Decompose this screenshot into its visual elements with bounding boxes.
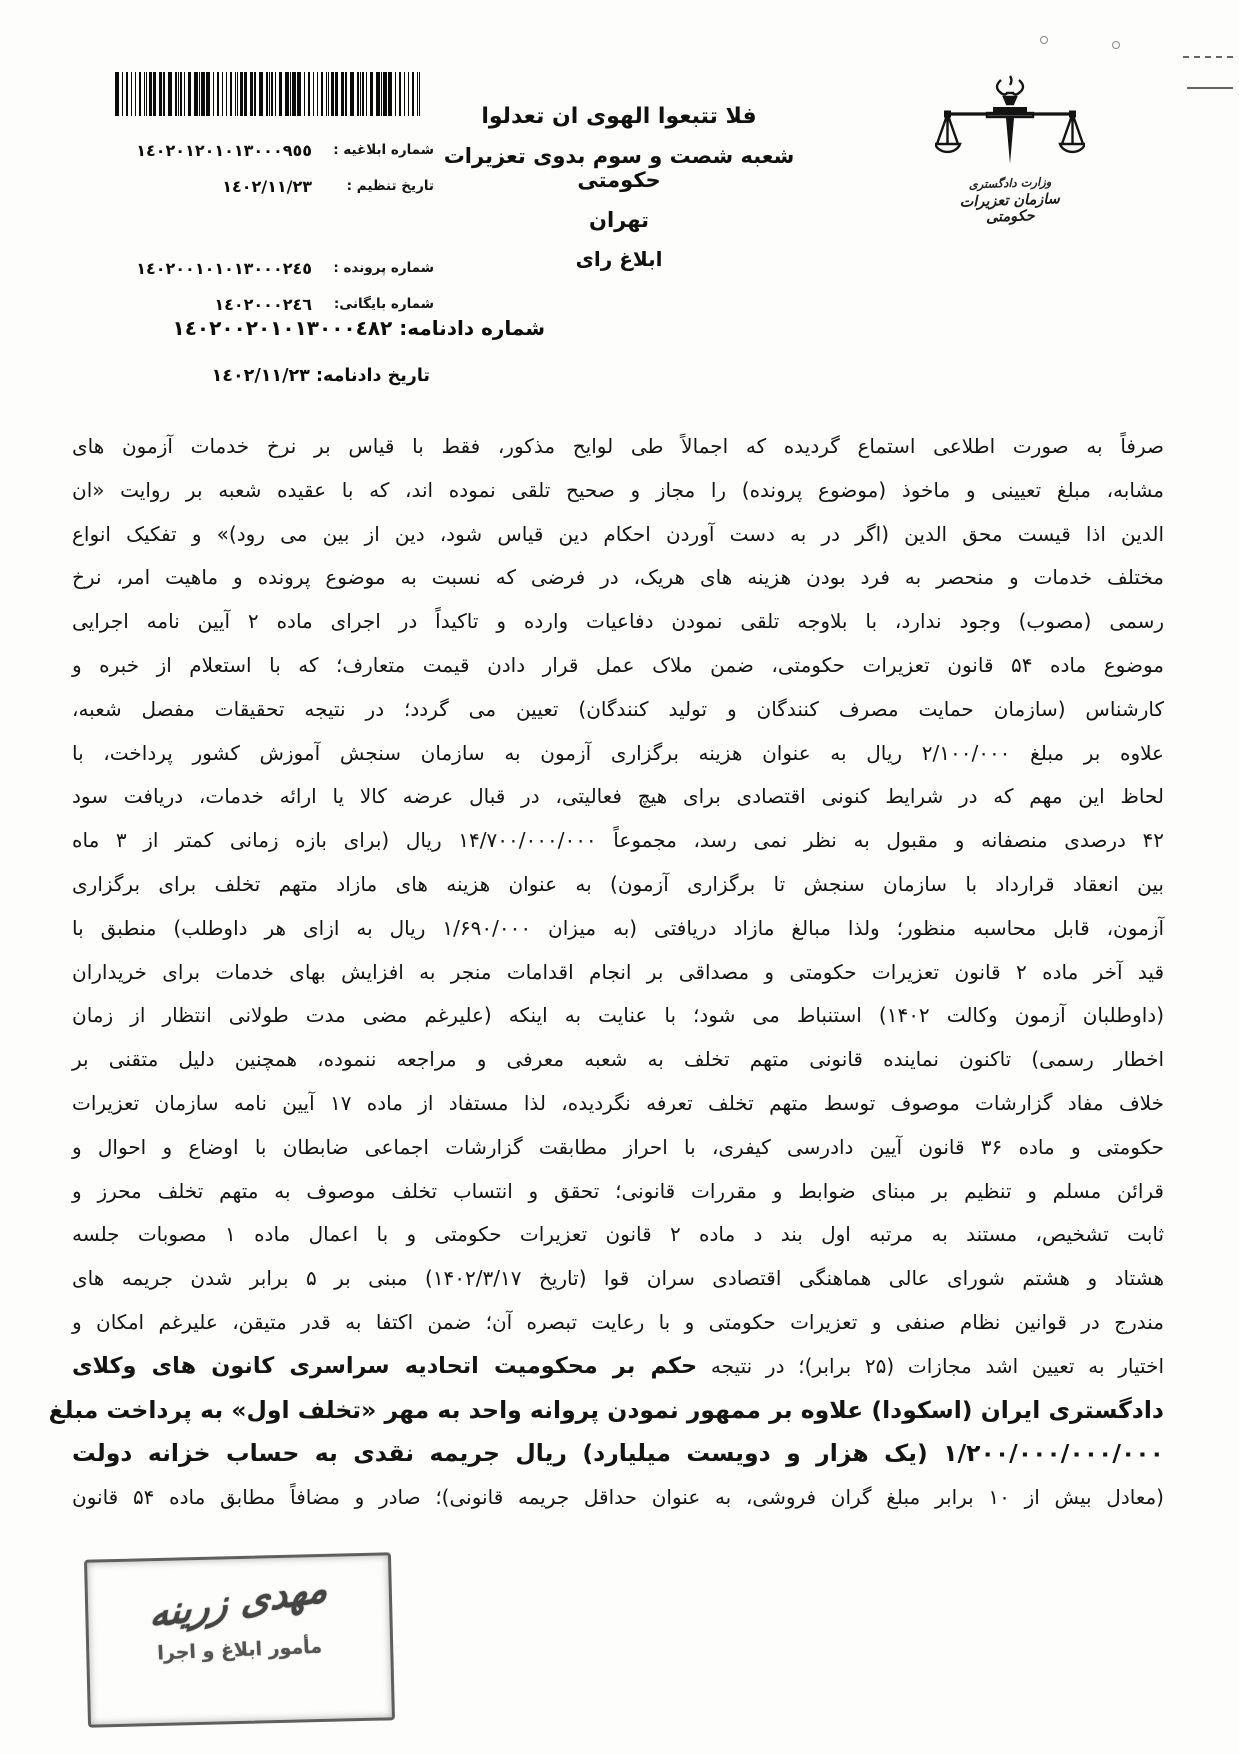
archive-number-value: ١٤٠٢٠٠٠٢٤٦ — [214, 294, 312, 314]
body-line: موضوع ماده ۵۴ قانون تعزیرات حکومتی، ضمن ملاک عمل قرار دادن قیمت متعارف؛ که با استعلام از خبره و — [72, 652, 1164, 677]
case-number-value: ١٤٠٢٠٠١٠١٠١٣٠٠٠٢٤٥ — [136, 258, 312, 278]
reg-date-value: ١٤٠٢/١١/٢٣ — [222, 176, 312, 196]
reg-date-row — [112, 168, 434, 204]
verdict-date-label: تاریخ دادنامه: — [315, 366, 430, 386]
document-type-title: ابلاغ رای — [575, 247, 663, 271]
body-line: علاوه بر مبلغ ۲/۱۰۰/۰۰۰ ریال به عنوان هزینه برگزاری آزمون به سازمان سنجش آموزش کشور پرداخت، با — [72, 740, 1164, 765]
verdict-number-line — [173, 316, 545, 340]
verdict-date-line — [212, 366, 430, 386]
body-line: الدین اذا قیست محق الدین (اگر در به دست آوردن احکام دین قیاس شود، دین از بین می رود)» و تفکیک انواع — [72, 521, 1164, 546]
verdict-number-label: شماره دادنامه: — [399, 316, 545, 340]
stamp-signature: مهدی زرینه — [148, 1565, 329, 1637]
body-line: ۴۲ درصدی منصفانه و مقبول به نظر نمی رسد، مجموعاً ۱۴/۷۰۰/۰۰۰/۰۰۰ ریال (برای بازه زمانی کمتر از ۳ ماه — [72, 828, 1164, 853]
notice-number-value: ١٤٠٢٠١٢٠١٠١٣٠٠٠٩٥٥ — [136, 140, 312, 160]
verdict-date-value: ١٤٠٢/١١/٢٣ — [211, 366, 310, 386]
stamp-title: مأمور ابلاغ و اجرا — [156, 1635, 323, 1665]
document-header — [399, 104, 839, 271]
scan-artifact-speck — [1040, 36, 1048, 44]
branch-title: شعبه شصت و سوم بدوی تعزیرات حکومتی — [443, 144, 795, 192]
quranic-quote: فلا تتبعوا الهوی ان تعدلوا — [481, 104, 757, 129]
body-line: آزمون، قابل محاسبه منظور؛ ولذا مبالغ مازاد دریافتی (به میزان ۱/۶۹۰/۰۰۰ ریال به ازای هر داوطلب) منطبق با — [72, 915, 1164, 940]
city-name: تهران — [589, 208, 649, 232]
body-line: ۱/۲۰۰/۰۰۰/۰۰۰/۰۰۰ (یک هزار و دویست میلیارد) ریال جریمه نقدی به حساب خزانه دولت — [72, 1439, 1164, 1468]
bailiff-stamp — [84, 1552, 395, 1727]
body-line: قید آخر ماده ۲ قانون تعزیرات حکومتی و مصداقی بر انجام اقدامات منجر به افزایش بهای خدمات برای خریداران — [72, 959, 1165, 984]
meta-block-case — [112, 250, 434, 322]
notice-number-label: شماره ابلاغیه : — [333, 142, 434, 158]
body-line: خلاف مفاد گزارشات موصوف توسط متهم تخلف تعرفه نگردیده، لذا مستفاد از ماده ۱۷ آیین نامه سازمان تعزیرات — [72, 1090, 1164, 1115]
body-line: بین انعقاد قرارداد با سازمان سنجش تا برگزاری آزمون) به عنوان هزینه های مازاد متهم تخلف برای برگزاری — [72, 871, 1164, 896]
notice-number-row — [112, 132, 434, 168]
scan-artifact-dash — [1187, 87, 1233, 89]
body-line: اخطار رسمی) تاکنون نماینده قانونی متهم تخلف به شعبه معرفی و مراجعه ننموده، همچنین دلیل متقنی بر — [72, 1047, 1164, 1072]
verdict-number-value: ١٤٠٢٠٠٢٠١٠١٣٠٠٠٤٨٢ — [172, 316, 393, 340]
case-number-label: شماره پرونده : — [333, 260, 434, 276]
body-line: صرفاً به صورت اطلاعی استماع گردیده که اجمالاً طی لوایح مذکور، فقط با قیاس بر نرخ خدمات آزمون های — [72, 434, 1164, 458]
barcode — [115, 72, 420, 116]
body-line: قرائن مسلم و تنظیم بر مبنای ضوابط و مقررات قانونی؛ تحقق و انتساب تخلف موصوف به متهم تخلف محرز و — [72, 1178, 1164, 1203]
case-number-row — [112, 250, 434, 286]
organization-name: سازمان تعزیرات حکومتی — [959, 191, 1061, 226]
body-line: (داوطلبان آزمون وکالت ۱۴۰۲) استنباط می شود؛ با عنایت به اینکه (علیرغم مضی مدت طولانی انتظار از زمان — [72, 1003, 1165, 1028]
scan-artifact-dash — [1183, 56, 1233, 58]
body-line: مختلف خدمات و منحصر به فرد بودن هزینه های هریک، در فرضی که نسبت به موضوع پرونده و ماهیت امر، نرخ — [72, 565, 1164, 590]
body-line: مندرج در قوانین نظام صنفی و تعزیرات حکومتی و با رعایت تبصره آن؛ ضمن اکتفا به قدر متیقن، علیرغم امکان و — [72, 1309, 1164, 1334]
body-line: (معادل بیش از ۱۰ برابر مبلغ گران فروشی، به عنوان حداقل جریمه قانونی)؛ صادر و مضافاً مطابق ماده ۵۴ قانون — [72, 1485, 1164, 1510]
scales-of-justice-icon — [935, 72, 1085, 174]
ministry-name: وزارت دادگستری — [968, 174, 1052, 192]
organization-logo — [935, 72, 1085, 225]
body-line: کارشناس (سازمان حمایت مصرف کنندگان و تولید کنندگان) تعیین می گردد؛ در نتیجه تحقیقات مفصل شعبه، — [72, 696, 1164, 721]
body-line: رسمی (مصوب) وجود ندارد، با بلاوجه تلقی نمودن دفاعیات وارده و تاکیداً در اجرای ماده ۲ آیین نامه اجرایی — [72, 609, 1164, 634]
body-line: لحاظ این مهم که در شرایط کنونی اقتصادی برای هیچ فعالیتی، در قبال عرضه کالا یا ارائه خدمات، دریافت سود — [72, 784, 1164, 809]
meta-block-notice — [112, 132, 434, 204]
scan-artifact-speck — [1112, 41, 1120, 49]
body-line: مشابه، مبلغ تعیینی و ماخوذ (موضوع پرونده) را مجاز و صحیح تلقی نموده اند، که با عقیده شعبه بر روایت «ان — [72, 477, 1164, 502]
body-line: دادگستری ایران (اسکودا) علاوه بر ممهور نمودن پروانه واحد به مهر «تخلف اول» به پرداخت مبلغ — [48, 1395, 1164, 1424]
reg-date-label: تاریخ تنظیم : — [346, 178, 434, 194]
body-line: هشتاد و هشتم شورای عالی هماهنگی اقتصادی سران قوا (تاریخ ۱۴۰۲/۳/۱۷) مبنی بر ۵ برابر شدن جریمه های — [72, 1266, 1164, 1291]
body-line: اختیار به تعیین اشد مجازات (۲۵ برابر)؛ در نتیجه حکم بر محکومیت اتحادیه سراسری کانون های وکلای — [72, 1352, 1164, 1379]
body-line: ثابت تشخیص، مستند به مرتبه اول بند د ماده ۲ قانون تعزیرات حکومتی و با اعمال ماده ۱ مصوبات جلسه — [72, 1222, 1165, 1247]
ruling-body — [48, 425, 1165, 1520]
archive-number-label: شماره بایگانی: — [333, 296, 434, 312]
body-line: حکومتی و ماده ۳۶ قانون آیین دادرسی کیفری، با احراز مطابقت گزارشات اجماعی ضابطان با اوضاع و احوال و — [72, 1134, 1164, 1159]
